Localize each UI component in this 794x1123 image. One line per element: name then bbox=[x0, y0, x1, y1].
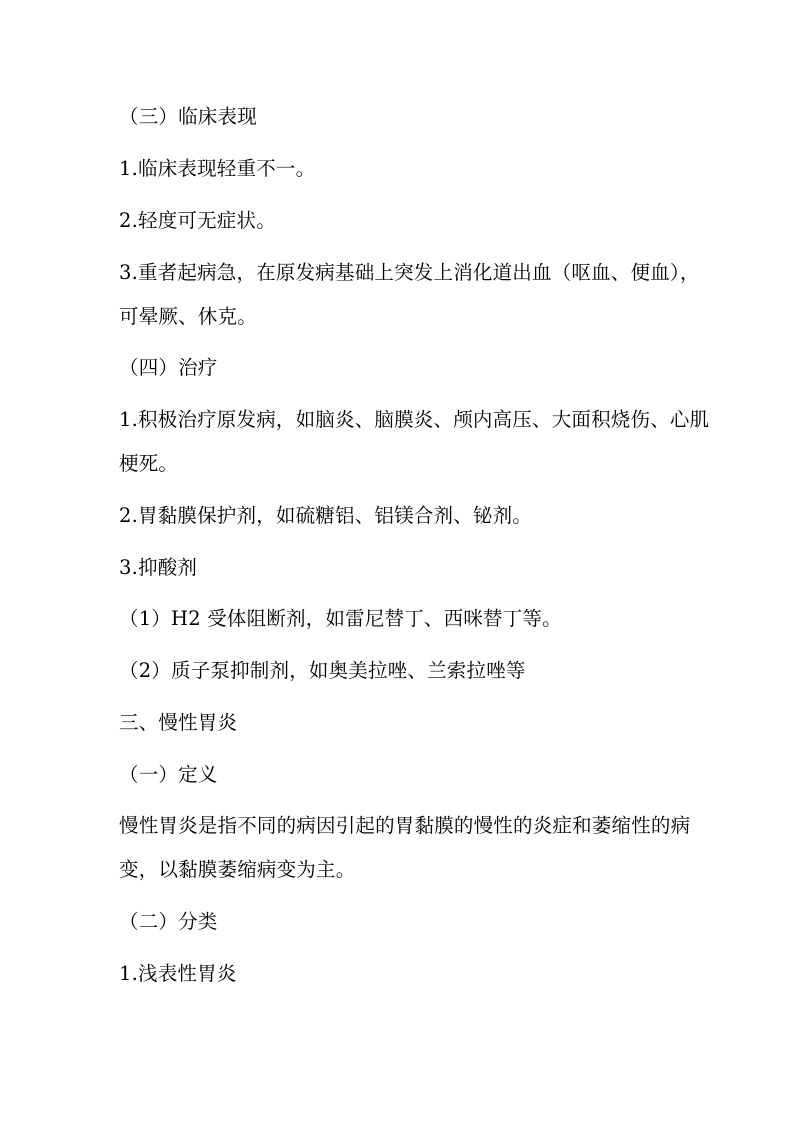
paragraph-line: 1.临床表现轻重不一。 bbox=[119, 157, 316, 180]
section-heading-definition: （一）定义 bbox=[119, 763, 218, 786]
paragraph-line: 1.积极治疗原发病，如脑炎、脑膜炎、颅内高压、大面积烧伤、心肌 bbox=[119, 408, 710, 431]
paragraph-line: 2.胃黏膜保护剂，如硫糖铝、铝镁合剂、铋剂。 bbox=[119, 504, 533, 527]
paragraph-line: （2）质子泵抑制剂，如奥美拉唑、兰索拉唑等 bbox=[119, 659, 526, 682]
paragraph-line: 3.重者起病急，在原发病基础上突发上消化道出血（呕血、便血）， bbox=[119, 261, 700, 284]
paragraph-line: （1）H2 受体阻断剂，如雷尼替丁、西咪替丁等。 bbox=[119, 607, 562, 630]
section-heading-chronic-gastritis: 三、慢性胃炎 bbox=[119, 711, 238, 734]
paragraph-line: 梗死。 bbox=[119, 452, 179, 475]
paragraph-line: 慢性胃炎是指不同的病因引起的胃黏膜的慢性的炎症和萎缩性的病 bbox=[119, 814, 691, 837]
paragraph-line: 变，以黏膜萎缩病变为主。 bbox=[119, 858, 356, 881]
paragraph-line: 2.轻度可无症状。 bbox=[119, 209, 276, 232]
paragraph-line: 可晕厥、休克。 bbox=[119, 305, 257, 328]
section-heading-treatment: （四）治疗 bbox=[119, 356, 218, 379]
paragraph-line: 1.浅表性胃炎 bbox=[119, 962, 237, 985]
paragraph-line: 3.抑酸剂 bbox=[119, 556, 198, 579]
section-heading-classification: （二）分类 bbox=[119, 910, 218, 933]
section-heading-clinical: （三）临床表现 bbox=[119, 105, 257, 128]
